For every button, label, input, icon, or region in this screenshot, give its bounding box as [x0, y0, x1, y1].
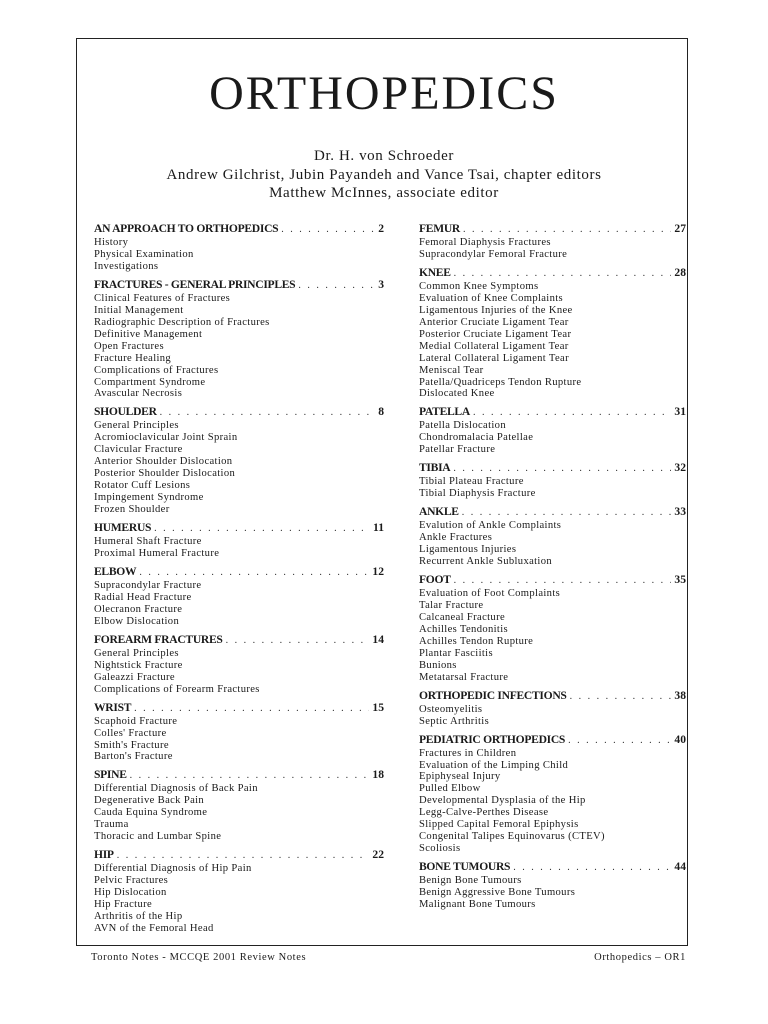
toc-entry[interactable]: Fractures in Children [419, 747, 517, 759]
toc-entry[interactable]: Elbow Dislocation [94, 615, 180, 627]
toc-section-title: WRIST [94, 700, 132, 714]
toc-section-title: FRACTURES - GENERAL PRINCIPLES [94, 277, 296, 291]
toc-page-number: 2 [378, 222, 384, 235]
toc-section-title: HUMERUS [94, 521, 152, 535]
toc-entry[interactable]: Evaluation of the Limping Child [419, 759, 569, 771]
toc-section-heading[interactable] [94, 521, 384, 535]
dot-leader [226, 634, 370, 647]
toc-entry[interactable]: Pelvic Fractures [94, 875, 169, 887]
toc-section [94, 701, 384, 764]
toc-section-title: SHOULDER [94, 405, 157, 419]
toc-page-number: 38 [674, 688, 686, 702]
toc-entry[interactable]: Developmental Dysplasia of the Hip [419, 795, 586, 807]
toc-page-number: 3 [378, 277, 384, 291]
toc-entry[interactable]: Anterior Shoulder Dislocation [94, 456, 233, 468]
toc-entry[interactable]: Evaluation of Knee Complaints [419, 292, 564, 304]
toc-section-title: FOREARM FRACTURES [94, 632, 223, 646]
dot-leader [463, 223, 671, 236]
toc-entry[interactable]: General Principles [94, 420, 179, 432]
toc-section-heading[interactable] [419, 689, 686, 703]
author-line: Andrew Gilchrist, Jubin Payandeh and Vance Tsai, chapter editors [166, 166, 602, 183]
toc-page-number: 33 [674, 505, 686, 519]
toc-entry[interactable]: Pulled Elbow [419, 783, 481, 795]
author-line: Matthew McInnes, associate editor [269, 185, 499, 201]
toc-entry[interactable]: Physical Examination [94, 248, 194, 260]
toc-entry[interactable]: Calcaneal Fracture [419, 611, 506, 623]
toc-page-number: 22 [372, 848, 384, 862]
toc-page-number: 14 [372, 632, 384, 646]
toc-section [94, 405, 384, 516]
toc-section-heading[interactable] [419, 505, 686, 519]
toc-section-title: BONE TUMOURS [419, 860, 511, 874]
toc-page-number: 32 [674, 461, 686, 475]
dot-leader [570, 690, 672, 703]
dot-leader [160, 406, 376, 419]
toc-entry[interactable]: Barton's Fracture [94, 751, 173, 763]
toc-page-number: 31 [674, 405, 686, 419]
toc-page-number: 40 [674, 732, 686, 746]
toc-entry[interactable]: Cauda Equina Syndrome [94, 807, 208, 819]
document-title: ORTHOPEDICS [209, 67, 559, 120]
toc-entry[interactable]: Complications of Fractures [94, 364, 219, 376]
toc-entry[interactable]: Olecranon Fracture [94, 603, 183, 615]
dot-leader [454, 574, 672, 587]
toc-entry[interactable]: General Principles [94, 647, 179, 659]
toc-entry[interactable]: Achilles Tendon Rupture [419, 635, 534, 647]
toc-section-title: FOOT [419, 573, 451, 587]
toc-entry[interactable]: Open Fractures [94, 340, 164, 352]
toc-page-number: 18 [372, 768, 384, 782]
toc-section-title: PEDIATRIC ORTHOPEDICS [419, 732, 566, 746]
toc-entry[interactable]: Impingement Syndrome [94, 492, 204, 504]
dot-leader [139, 566, 369, 579]
toc-section [94, 848, 384, 935]
toc-section-title: KNEE [419, 265, 451, 279]
toc-entry[interactable]: Humeral Shaft Fracture [94, 536, 202, 548]
toc-entry[interactable]: Supracondylar Femoral Fracture [419, 248, 568, 260]
toc-entry[interactable]: Colles' Fracture [94, 727, 167, 739]
toc-entry[interactable]: Osteomyelitis [419, 703, 483, 715]
toc-entry[interactable]: Nightstick Fracture [94, 659, 183, 671]
toc-entry[interactable]: Posterior Shoulder Dislocation [94, 468, 236, 480]
toc-page-number: 15 [372, 700, 384, 714]
toc-section [94, 222, 384, 273]
toc-entry[interactable]: Benign Bone Tumours [419, 875, 522, 887]
toc-entry[interactable]: Clavicular Fracture [94, 444, 183, 456]
author-block [0, 147, 768, 203]
toc-entry[interactable]: Patella/Quadriceps Tendon Rupture [419, 376, 582, 388]
toc-entry[interactable]: Initial Management [94, 304, 184, 316]
dot-leader [117, 849, 370, 862]
toc-page-number: 28 [674, 265, 686, 279]
dot-leader [134, 702, 369, 715]
toc-section-heading[interactable] [419, 222, 686, 236]
toc-entry[interactable]: Acromioclavicular Joint Sprain [94, 432, 238, 444]
toc-entry[interactable]: Rotator Cuff Lesions [94, 480, 191, 492]
toc-entry[interactable]: Evalution of Ankle Complaints [419, 520, 562, 532]
toc-section-title: AN APPROACH TO ORTHOPEDICS [94, 222, 279, 235]
toc-page-number: 11 [373, 521, 384, 535]
toc-entry[interactable]: Metatarsal Fracture [419, 671, 509, 683]
toc-section-heading[interactable] [94, 848, 384, 862]
toc-entry[interactable]: Arthritis of the Hip [94, 910, 183, 922]
toc-entry[interactable]: Achilles Tendonitis [419, 623, 508, 635]
toc-section-title: ORTHOPEDIC INFECTIONS [419, 688, 567, 702]
toc-section [419, 266, 686, 401]
toc-section-heading[interactable] [94, 565, 384, 579]
dot-leader [453, 462, 671, 475]
toc-entry[interactable]: Plantar Fasciitis [419, 647, 493, 659]
toc-section-title: PATELLA [419, 405, 470, 419]
toc-section [419, 860, 686, 911]
toc-section-heading[interactable] [419, 405, 686, 419]
toc-section [419, 222, 686, 261]
footer-left: Toronto Notes - MCCQE 2001 Review Notes [91, 952, 307, 963]
toc-section [419, 405, 686, 456]
toc-section-heading[interactable] [419, 733, 686, 747]
toc-entry[interactable]: Investigations [94, 260, 159, 272]
toc-section-title: SPINE [94, 768, 127, 782]
toc-entry[interactable]: Differential Diagnosis of Hip Pain [94, 863, 252, 875]
toc-entry[interactable]: Benign Aggressive Bone Tumours [419, 887, 576, 899]
toc-page-number: 44 [674, 860, 686, 874]
toc-entry[interactable]: Lateral Collateral Ligament Tear [419, 352, 569, 364]
toc-section [94, 521, 384, 560]
toc-section-heading[interactable] [419, 266, 686, 280]
toc-entry[interactable]: Proximal Humeral Fracture [94, 548, 220, 560]
toc-entry[interactable]: Hip Fracture [94, 899, 153, 911]
toc-section-heading[interactable] [94, 222, 384, 236]
toc-page-number: 35 [674, 573, 686, 587]
toc-entry[interactable]: Septic Arthritis [419, 715, 490, 727]
toc-section-heading[interactable] [94, 701, 384, 715]
toc-entry[interactable]: Radial Head Fracture [94, 591, 192, 603]
toc-entry[interactable]: Smith's Fracture [94, 739, 169, 751]
toc-section [94, 278, 384, 401]
toc-section [419, 505, 686, 568]
toc-entry[interactable]: Tibial Plateau Fracture [419, 476, 524, 488]
toc-entry[interactable]: Ligamentous Injuries of the Knee [419, 304, 573, 316]
toc-entry[interactable]: Radiographic Description of Fractures [94, 316, 270, 328]
toc-entry[interactable]: Legg-Calve-Perthes Disease [419, 807, 549, 819]
toc-entry[interactable]: Trauma [94, 819, 129, 831]
toc-section-heading[interactable] [94, 633, 384, 647]
toc-entry[interactable]: Differential Diagnosis of Back Pain [94, 783, 258, 795]
toc-section [419, 573, 686, 684]
toc-page-number: 12 [372, 564, 384, 578]
toc-page-number: 27 [674, 222, 686, 235]
dot-leader [130, 769, 370, 782]
dot-leader [513, 861, 671, 874]
toc-section-heading[interactable] [419, 860, 686, 874]
toc-entry[interactable]: History [94, 237, 129, 248]
toc-entry[interactable]: Clinical Features of Fractures [94, 292, 231, 304]
dot-leader [154, 522, 370, 535]
toc-entry[interactable]: Fracture Healing [94, 352, 172, 364]
toc-entry[interactable]: Slipped Capital Femoral Epiphysis [419, 819, 579, 831]
toc-section [419, 461, 686, 500]
toc-entry[interactable]: Degenerative Back Pain [94, 795, 205, 807]
toc-entry[interactable]: Bunions [419, 659, 457, 671]
toc-entry[interactable]: Patellar Fracture [419, 444, 496, 456]
toc-section-title: ANKLE [419, 505, 459, 519]
toc-section-heading[interactable] [419, 573, 686, 587]
toc-entry[interactable]: Complications of Forearm Fractures [94, 683, 260, 695]
toc-entry[interactable]: Definitive Management [94, 328, 203, 340]
dot-leader [462, 506, 672, 519]
toc-entry[interactable]: Anterior Cruciate Ligament Tear [419, 316, 569, 328]
toc-entry[interactable]: Femoral Diaphysis Fractures [419, 237, 551, 248]
toc-section-heading[interactable] [94, 768, 384, 782]
toc-entry[interactable]: Ankle Fractures [419, 532, 493, 544]
toc-entry[interactable]: Supracondylar Fracture [94, 579, 202, 591]
dot-leader [568, 734, 671, 747]
toc-entry[interactable]: AVN of the Femoral Head [94, 922, 214, 934]
toc-entry[interactable]: Meniscal Tear [419, 364, 484, 376]
toc-entry[interactable]: Epiphyseal Injury [419, 771, 501, 783]
toc-entry[interactable]: Scoliosis [419, 843, 461, 855]
toc-section-title: FEMUR [419, 222, 461, 235]
toc-section-title: ELBOW [94, 564, 137, 578]
toc-entry[interactable]: Compartment Syndrome [94, 376, 206, 388]
toc-section [94, 633, 384, 696]
toc-entry[interactable]: Common Knee Symptoms [419, 280, 539, 292]
toc-section [94, 768, 384, 843]
toc-entry[interactable]: Hip Dislocation [94, 887, 167, 899]
toc-entry[interactable]: Thoracic and Lumbar Spine [94, 831, 222, 843]
toc-column-right [419, 222, 686, 916]
toc-section-heading[interactable] [94, 405, 384, 419]
footer-right: Orthopedics – OR1 [594, 952, 686, 963]
toc-section-heading[interactable] [419, 461, 686, 475]
dot-leader [473, 406, 671, 419]
toc-entry[interactable]: Medial Collateral Ligament Tear [419, 340, 569, 352]
toc-entry[interactable]: Malignant Bone Tumours [419, 899, 536, 911]
dot-leader [298, 279, 375, 292]
author-line: Dr. H. von Schroeder [314, 148, 454, 164]
toc-section [419, 689, 686, 728]
toc-entry[interactable]: Frozen Shoulder [94, 504, 170, 516]
toc-entry[interactable]: Congenital Talipes Equinovarus (CTEV) [419, 831, 605, 843]
toc-page-number: 8 [378, 405, 384, 419]
toc-entry[interactable]: Ligamentous Injuries [419, 544, 517, 556]
toc-entry[interactable]: Recurrent Ankle Subluxation [419, 556, 553, 568]
toc-entry[interactable]: Scaphoid Fracture [94, 715, 178, 727]
toc-column-left [94, 222, 384, 940]
toc-entry[interactable]: Posterior Cruciate Ligament Tear [419, 328, 572, 340]
toc-entry[interactable]: Evaluation of Foot Complaints [419, 588, 561, 600]
toc-entry[interactable]: Tibial Diaphysis Fracture [419, 488, 536, 500]
toc-entry[interactable]: Talar Fracture [419, 599, 484, 611]
toc-entry[interactable]: Patella Dislocation [419, 420, 506, 432]
toc-entry[interactable]: Dislocated Knee [419, 388, 495, 400]
toc-section-title: TIBIA [419, 461, 451, 475]
toc-section [94, 565, 384, 628]
dot-leader [281, 223, 375, 236]
toc-section-title: HIP [94, 848, 114, 862]
toc-entry[interactable]: Chondromalacia Patellae [419, 432, 534, 444]
toc-section-heading[interactable] [94, 278, 384, 292]
toc-entry[interactable]: Avascular Necrosis [94, 388, 183, 400]
toc-section [419, 733, 686, 856]
dot-leader [454, 267, 672, 280]
toc-entry[interactable]: Galeazzi Fracture [94, 671, 175, 683]
